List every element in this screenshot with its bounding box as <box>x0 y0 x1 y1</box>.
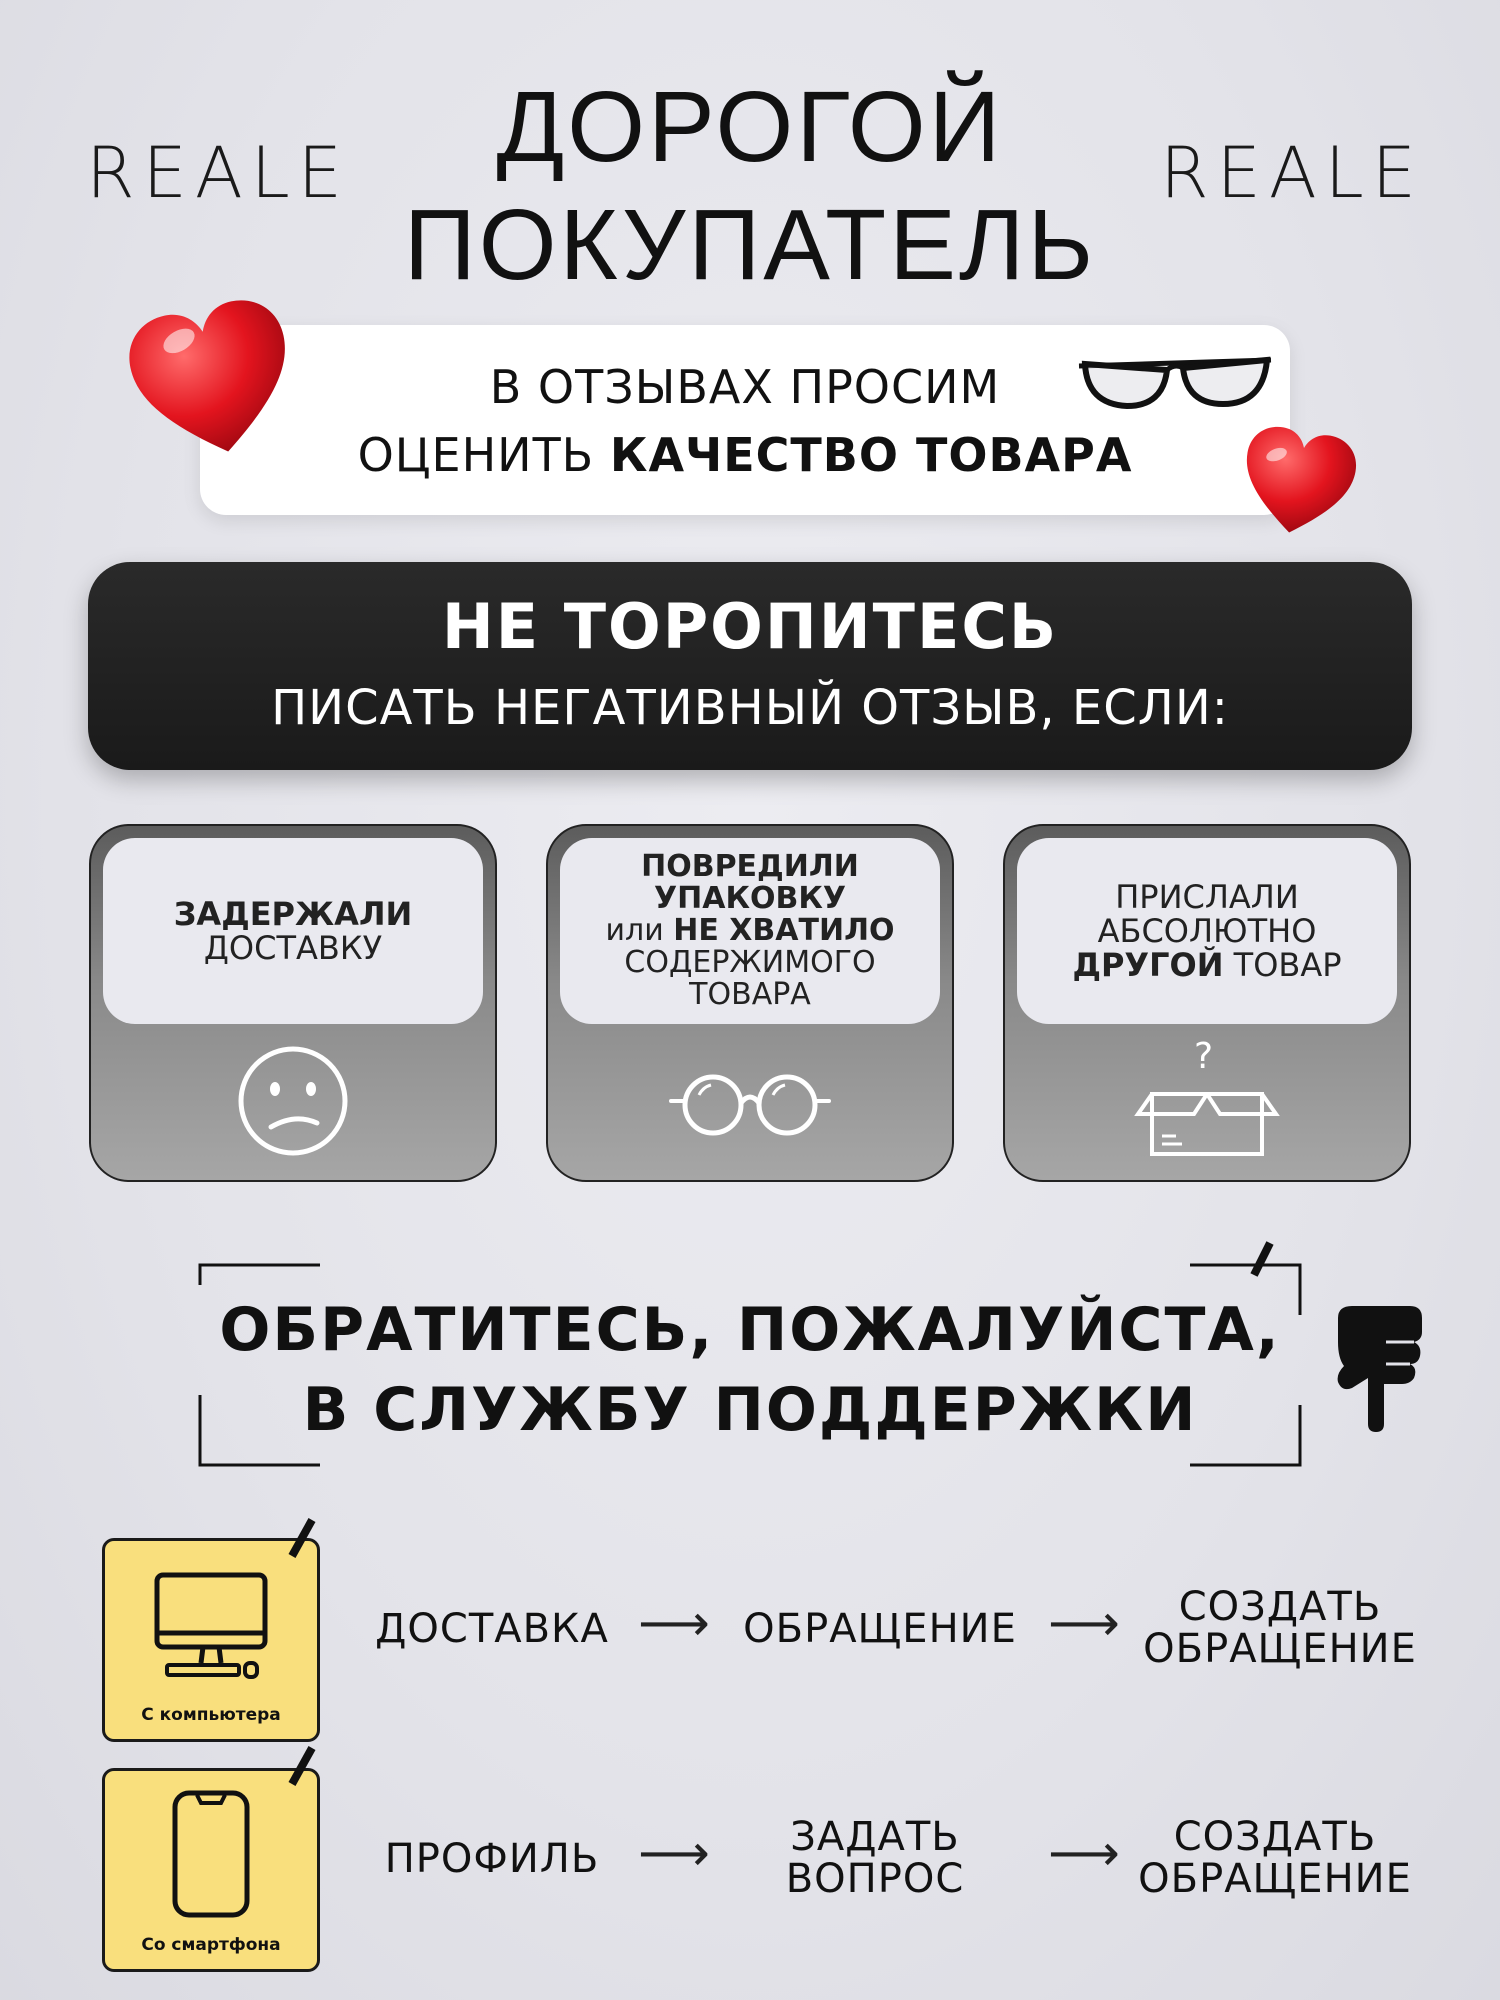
warning-heading: НЕ ТОРОПИТЕСЬ <box>441 590 1059 663</box>
reason-text-bold: ЗАДЕРЖАЛИ <box>173 895 413 933</box>
reason-card-wrong-item <box>1003 824 1411 1182</box>
smartphone-path-card <box>102 1768 320 1972</box>
reason-card-text <box>103 838 483 1024</box>
reason-card-delay <box>89 824 497 1182</box>
glasses-icon <box>1075 348 1275 418</box>
reason-text-mixed: или НЕ ХВАТИЛО <box>605 913 895 948</box>
pin-mark <box>280 1516 320 1560</box>
reason-card-packaging <box>546 824 954 1182</box>
step-request: ОБРАЩЕНИЕ <box>743 1606 1017 1652</box>
heart-icon <box>128 300 298 460</box>
cta-line1: ОБРАТИТЕСЬ, ПОЖАЛУЙСТА, <box>219 1295 1281 1365</box>
cta-line2: В СЛУЖБУ ПОДДЕРЖКИ <box>302 1375 1198 1445</box>
step-profile: ПРОФИЛЬ <box>384 1836 600 1882</box>
desktop-path-card <box>102 1538 320 1742</box>
reason-card-text <box>560 838 940 1024</box>
warning-subheading: ПИСАТЬ НЕГАТИВНЫЙ ОТЗЫВ, ЕСЛИ: <box>271 680 1229 736</box>
arrow-icon: ⟶ <box>638 1594 710 1652</box>
page-title-line2: ПОКУПАТЕЛЬ <box>403 189 1097 301</box>
review-request-line2 <box>200 428 1290 482</box>
reason-card-text <box>1017 838 1397 1024</box>
arrow-icon: ⟶ <box>638 1824 710 1882</box>
cta-text <box>180 1290 1320 1450</box>
step-create-request: СОЗДАТЬ ОБРАЩЕНИЕ <box>1138 1814 1412 1902</box>
pointing-hand-icon <box>1330 1302 1426 1434</box>
step-ask-question: ЗАДАТЬ ВОПРОС <box>785 1814 965 1902</box>
reason-text: ПРИСЛАЛИ <box>1115 878 1299 916</box>
glasses-icon <box>548 1031 952 1171</box>
reason-text-mixed: ДРУГОЙ ТОВАР <box>1072 946 1342 984</box>
page-title <box>0 68 1500 304</box>
heart-icon <box>1238 426 1358 538</box>
arrow-icon: ⟶ <box>1048 1824 1120 1882</box>
review-request-text1: В ОТЗЫВАХ ПРОСИМ <box>489 360 1001 414</box>
reason-text: СОДЕРЖИМОГО <box>624 945 876 980</box>
brand-logo-left: REALE <box>86 132 350 214</box>
desktop-path-label: С компьютера <box>141 1705 281 1725</box>
step-create-request: СОЗДАТЬ ОБРАЩЕНИЕ <box>1143 1584 1417 1672</box>
reason-text-bold: УПАКОВКУ <box>654 881 846 916</box>
step-delivery: ДОСТАВКА <box>375 1606 609 1652</box>
reason-text: ДОСТАВКУ <box>203 929 383 967</box>
reason-text: АБСОЛЮТНО <box>1097 912 1317 950</box>
question-box-icon <box>1005 1031 1409 1171</box>
review-request-prefix: ОЦЕНИТЬ <box>357 428 595 482</box>
brand-logo-right: REALE <box>1160 132 1424 214</box>
svg-text:?: ? <box>1194 1036 1214 1077</box>
sad-face-icon <box>91 1031 495 1171</box>
smartphone-icon <box>171 1789 251 1919</box>
reason-text-bold: ПОВРЕДИЛИ <box>641 849 859 884</box>
desktop-icon <box>153 1571 269 1681</box>
arrow-icon: ⟶ <box>1048 1594 1120 1652</box>
smartphone-path-label: Со смартфона <box>141 1935 281 1955</box>
reason-text: ТОВАРА <box>689 977 811 1012</box>
pin-mark <box>280 1744 320 1788</box>
page-title-line1: ДОРОГОЙ <box>496 71 1004 183</box>
review-request-bold: КАЧЕСТВО ТОВАРА <box>609 428 1133 482</box>
